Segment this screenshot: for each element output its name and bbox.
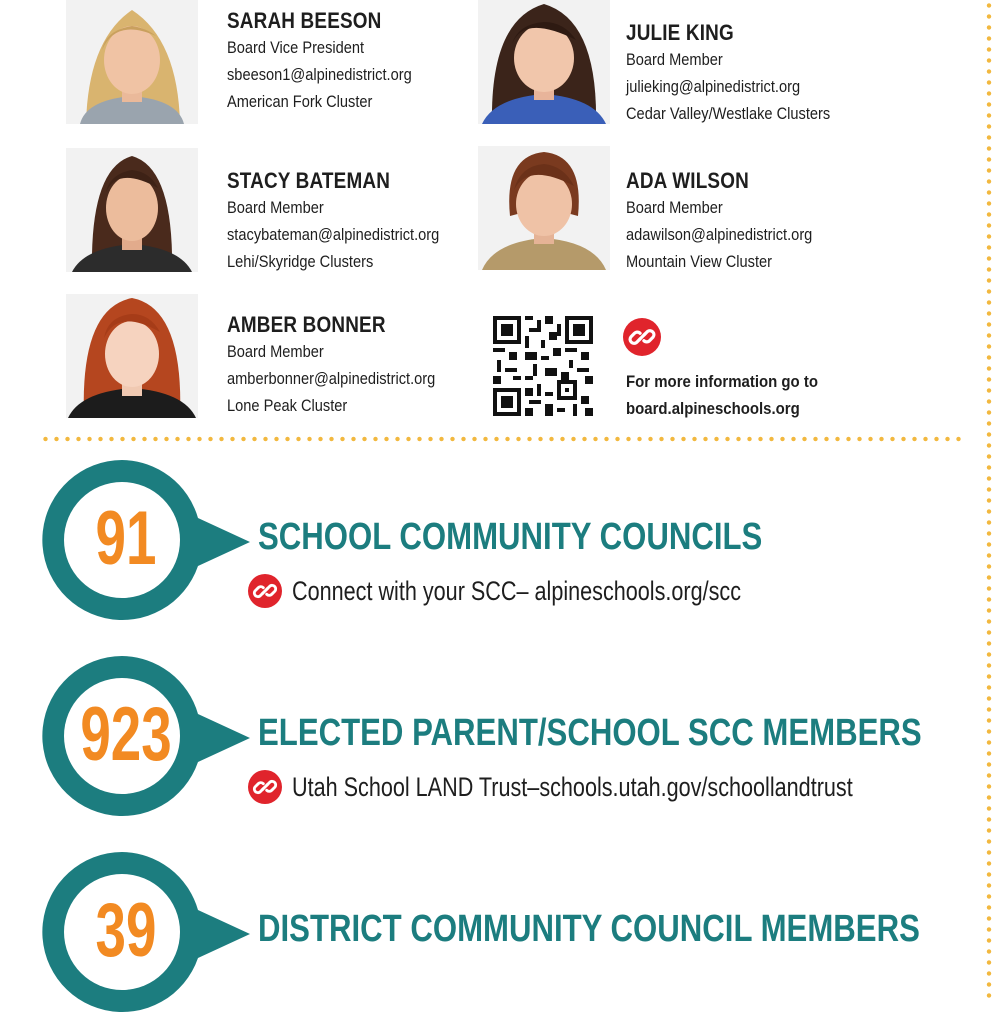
member-photo bbox=[66, 148, 198, 272]
stat-block bbox=[0, 848, 1000, 1018]
qr-code[interactable] bbox=[493, 316, 593, 416]
member-role: Board Member bbox=[227, 198, 324, 217]
member-info bbox=[626, 20, 830, 127]
member-info bbox=[227, 8, 412, 115]
stat-number: 39 bbox=[95, 888, 157, 973]
member-email-link[interactable]: amberbonner@alpinedistrict.org bbox=[227, 369, 436, 388]
stat-title: SCHOOL COMMUNITY COUNCILS bbox=[258, 516, 763, 558]
more-info-line: For more information go to bbox=[626, 372, 818, 391]
member-photo bbox=[478, 0, 610, 124]
chain-link-icon[interactable] bbox=[248, 770, 282, 804]
chain-link-icon[interactable] bbox=[623, 318, 661, 356]
member-name: JULIE KING bbox=[626, 20, 734, 45]
member-info bbox=[227, 168, 439, 275]
stat-title: ELECTED PARENT/SCHOOL SCC MEMBERS bbox=[258, 712, 922, 754]
dotted-divider bbox=[40, 434, 966, 444]
stat-number: 923 bbox=[80, 692, 172, 777]
stat-block bbox=[0, 456, 1000, 626]
member-cluster: Lehi/Skyridge Clusters bbox=[227, 252, 374, 271]
member-info bbox=[626, 168, 812, 275]
more-info-text bbox=[626, 368, 818, 422]
member-name: AMBER BONNER bbox=[227, 312, 386, 337]
member-email-link[interactable]: julieking@alpinedistrict.org bbox=[626, 77, 801, 96]
member-email-link[interactable]: sbeeson1@alpinedistrict.org bbox=[227, 65, 412, 84]
stat-block bbox=[0, 652, 1000, 822]
member-photo bbox=[478, 146, 610, 270]
member-photo bbox=[66, 294, 198, 418]
member-photo bbox=[66, 0, 198, 124]
member-email-link[interactable]: adawilson@alpinedistrict.org bbox=[626, 225, 813, 244]
member-cluster: Lone Peak Cluster bbox=[227, 396, 348, 415]
stat-link[interactable]: Connect with your SCC– alpineschools.org/scc bbox=[292, 576, 742, 606]
member-cluster: Cedar Valley/Westlake Clusters bbox=[626, 104, 831, 123]
member-name: STACY BATEMAN bbox=[227, 168, 391, 193]
member-cluster: Mountain View Cluster bbox=[626, 252, 773, 271]
member-role: Board Vice President bbox=[227, 38, 365, 57]
member-cluster: American Fork Cluster bbox=[227, 92, 373, 111]
stat-number: 91 bbox=[95, 496, 157, 581]
stat-title: DISTRICT COMMUNITY COUNCIL MEMBERS bbox=[258, 908, 920, 950]
member-name: ADA WILSON bbox=[626, 168, 749, 193]
stat-link[interactable]: Utah School LAND Trust–schools.utah.gov/schoollandtrust bbox=[292, 772, 853, 802]
member-name: SARAH BEESON bbox=[227, 8, 382, 33]
member-role: Board Member bbox=[227, 342, 324, 361]
member-role: Board Member bbox=[626, 198, 723, 217]
member-role: Board Member bbox=[626, 50, 723, 69]
board-website-link[interactable]: board.alpineschools.org bbox=[626, 399, 800, 418]
chain-link-icon[interactable] bbox=[248, 574, 282, 608]
member-info bbox=[227, 312, 435, 419]
member-email-link[interactable]: stacybateman@alpinedistrict.org bbox=[227, 225, 440, 244]
